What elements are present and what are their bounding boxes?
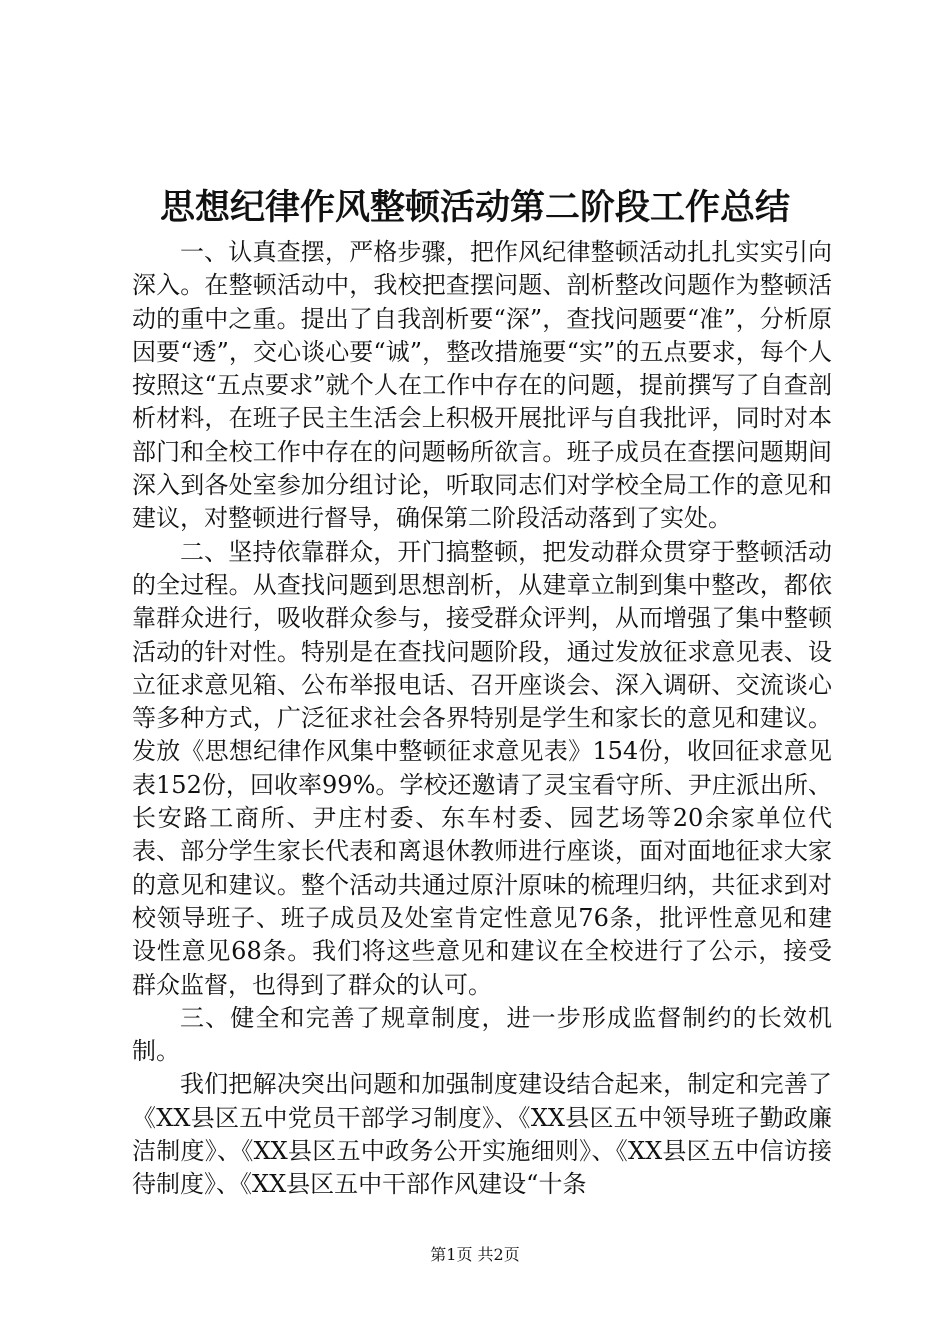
paragraph-3: 三、健全和完善了规章制度，进一步形成监督制约的长效机制。 (132, 1003, 832, 1066)
document-body (132, 236, 832, 1202)
paragraph-4: 我们把解决突出问题和加强制度建设结合起来，制定和完善了《XX县区五中党员干部学习制度》、《XX县区五中领导班子勤政廉洁制度》、《XX县区五中政务公开实施细则》、《XX县区五中信访接待制度》、《XX县区五中干部作风建设“十条 (132, 1070, 832, 1199)
document-title: 思想纪律作风整顿活动第二阶段工作总结 (159, 187, 790, 228)
paragraph-1: 一、认真查摆，严格步骤，把作风纪律整顿活动扎扎实实引向深入。在整顿活动中，我校把查摆问题、剖析整改问题作为整顿活动的重中之重。提出了自我剖析要“深”，查找问题要“准”，分析原因要“透”，交心谈心要“诚”，整改措施要“实”的五点要求，每个人按照这“五点要求”就个人在工作中存在的问题，提前撰写了自查剖析材料，在班子民主生活会上积极开展批评与自我批评，同时对本部门和全校工作中存在的问题畅所欲言。班子成员在查摆问题期间深入到各处室参加分组讨论，听取同志们对学校全局工作的意见和建议，对整顿进行督导，确保第二阶段活动落到了实处。 (132, 238, 832, 533)
paragraph-2: 二、坚持依靠群众，开门搞整顿，把发动群众贯穿于整顿活动的全过程。从查找问题到思想剖析，从建章立制到集中整改，都依靠群众进行，吸收群众参与，接受群众评判，从而增强了集中整顿活动的针对性。特别是在查找问题阶段，通过发放征求意见表、设立征求意见箱、公布举报电话、召开座谈会、深入调研、交流谈心等多种方式，广泛征求社会各界特别是学生和家长的意见和建议。发放《思想纪律作风集中整顿征求意见表》154份，收回征求意见表152份，回收率99%。学校还邀请了灵宝看守所、尹庄派出所、长安路工商所、尹庄村委、东车村委、园艺场等20余家单位代表、部分学生家长代表和离退休教师进行座谈，面对面地征求大家的意见和建议。整个活动共通过原汁原味的梳理归纳，共征求到对校领导班子、班子成员及处室肯定性意见76条，批评性意见和建设性意见68条。我们将这些意见和建议在全校进行了公示，接受群众监督，也得到了群众的认可。 (132, 537, 832, 999)
page-footer: 第1页 共2页 (430, 1245, 520, 1264)
